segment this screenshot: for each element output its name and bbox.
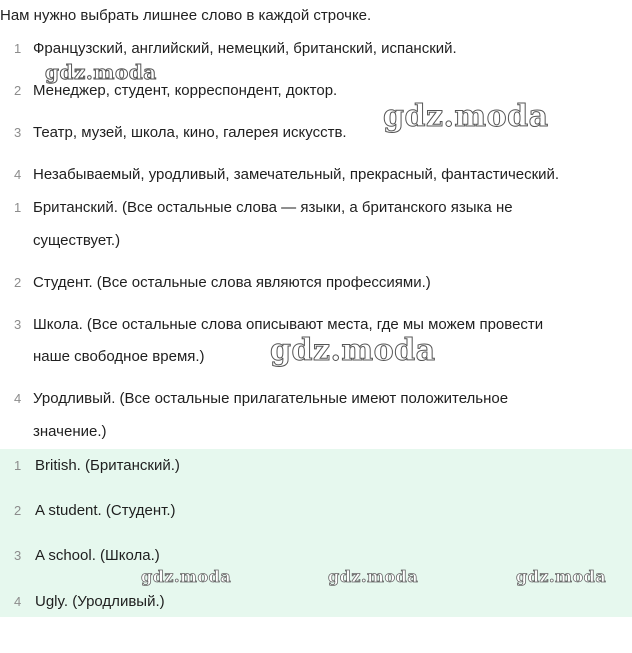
item-number: 3 bbox=[14, 125, 22, 140]
item-number: 1 bbox=[14, 200, 22, 215]
item-text: Студент. (Все остальные слова являются профессиями.) bbox=[33, 274, 431, 291]
item-text: Уродливый. (Все остальные прилагательные имеют положительное bbox=[33, 390, 509, 407]
intro-text: Нам нужно выбрать лишнее слово в каждой строчке. bbox=[0, 7, 372, 24]
watermark: gdz.moda bbox=[270, 333, 436, 368]
item-text: Школа. (Все остальные слова описывают места, где мы можем провести bbox=[33, 316, 544, 333]
item-number: 2 bbox=[14, 275, 22, 290]
watermark: gdz.moda bbox=[516, 567, 607, 586]
item-number: 2 bbox=[14, 503, 22, 518]
item-number: 1 bbox=[14, 458, 22, 473]
item-text: значение.) bbox=[33, 423, 107, 440]
item-text: Французский, английский, немецкий, британский, испанский. bbox=[33, 40, 457, 57]
item-number: 4 bbox=[14, 391, 22, 406]
item-number: 4 bbox=[14, 594, 22, 609]
watermark: gdz.moda bbox=[141, 567, 232, 586]
item-number: 3 bbox=[14, 317, 22, 332]
item-number: 1 bbox=[14, 41, 22, 56]
item-text: наше свободное время.) bbox=[33, 348, 205, 365]
item-text: Менеджер, студент, корреспондент, доктор. bbox=[33, 82, 338, 99]
item-text: Театр, музей, школа, кино, галерея искусств. bbox=[33, 124, 347, 141]
watermark: gdz.moda bbox=[328, 567, 419, 586]
item-text: British. (Британский.) bbox=[35, 457, 180, 474]
item-text: Ugly. (Уродливый.) bbox=[35, 593, 165, 610]
item-text: A school. (Школа.) bbox=[35, 547, 160, 564]
item-number: 2 bbox=[14, 83, 22, 98]
item-text: A student. (Студент.) bbox=[35, 502, 176, 519]
item-number: 4 bbox=[14, 167, 22, 182]
item-text: Британский. (Все остальные слова — языки, а британского языка не bbox=[33, 199, 513, 216]
item-text: существует.) bbox=[33, 232, 121, 249]
item-number: 3 bbox=[14, 548, 22, 563]
watermark: gdz.moda bbox=[45, 60, 157, 84]
item-text: Незабываемый, уродливый, замечательный, прекрасный, фантастический. bbox=[33, 166, 560, 183]
watermark: gdz.moda bbox=[383, 99, 549, 134]
